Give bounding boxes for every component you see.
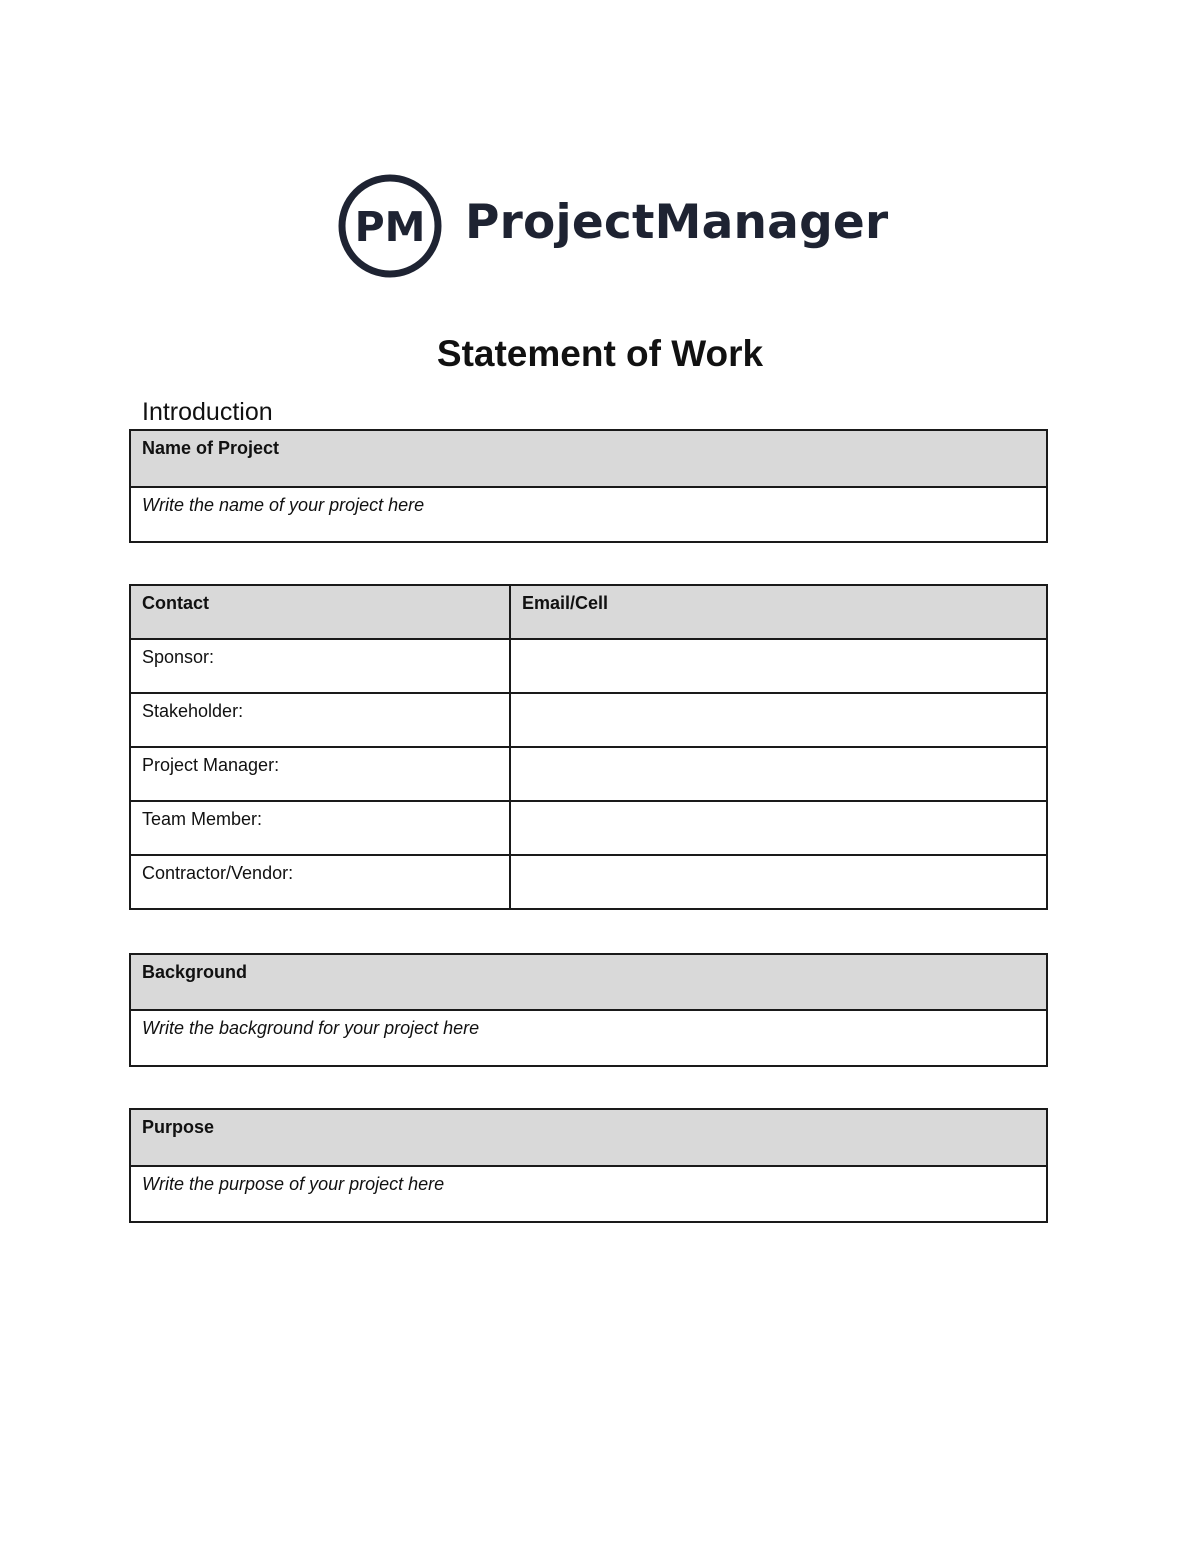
name-of-project-table [129, 429, 1048, 543]
background-field[interactable]: Write the background for your project here [130, 1010, 1047, 1066]
contact-role-label: Stakeholder: [130, 693, 510, 747]
table-row [130, 855, 1047, 909]
contacts-table [129, 584, 1048, 910]
section-heading-introduction: Introduction [142, 398, 273, 426]
sponsor-email-cell-field[interactable] [510, 639, 1047, 693]
stakeholder-email-cell-field[interactable] [510, 693, 1047, 747]
team-member-email-cell-field[interactable] [510, 801, 1047, 855]
purpose-field[interactable]: Write the purpose of your project here [130, 1166, 1047, 1222]
name-of-project-field[interactable]: Write the name of your project here [130, 487, 1047, 542]
contact-role-label: Team Member: [130, 801, 510, 855]
svg-text:PM: PM [354, 203, 426, 251]
background-header: Background [130, 954, 1047, 1010]
contact-role-label: Sponsor: [130, 639, 510, 693]
name-of-project-header: Name of Project [130, 430, 1047, 487]
contact-role-label: Contractor/Vendor: [130, 855, 510, 909]
project-manager-email-cell-field[interactable] [510, 747, 1047, 801]
purpose-header: Purpose [130, 1109, 1047, 1166]
table-row [130, 693, 1047, 747]
email-cell-column-header: Email/Cell [510, 585, 1047, 639]
contact-column-header: Contact [130, 585, 510, 639]
contractor-vendor-email-cell-field[interactable] [510, 855, 1047, 909]
background-table [129, 953, 1048, 1067]
brand-logo [337, 172, 888, 280]
contact-role-label: Project Manager: [130, 747, 510, 801]
table-row [130, 801, 1047, 855]
table-row [130, 747, 1047, 801]
table-row [130, 639, 1047, 693]
document-title: Statement of Work [436, 333, 764, 374]
brand-name: ProjectManager [465, 194, 889, 250]
pm-logo-icon [337, 173, 443, 279]
purpose-table [129, 1108, 1048, 1223]
